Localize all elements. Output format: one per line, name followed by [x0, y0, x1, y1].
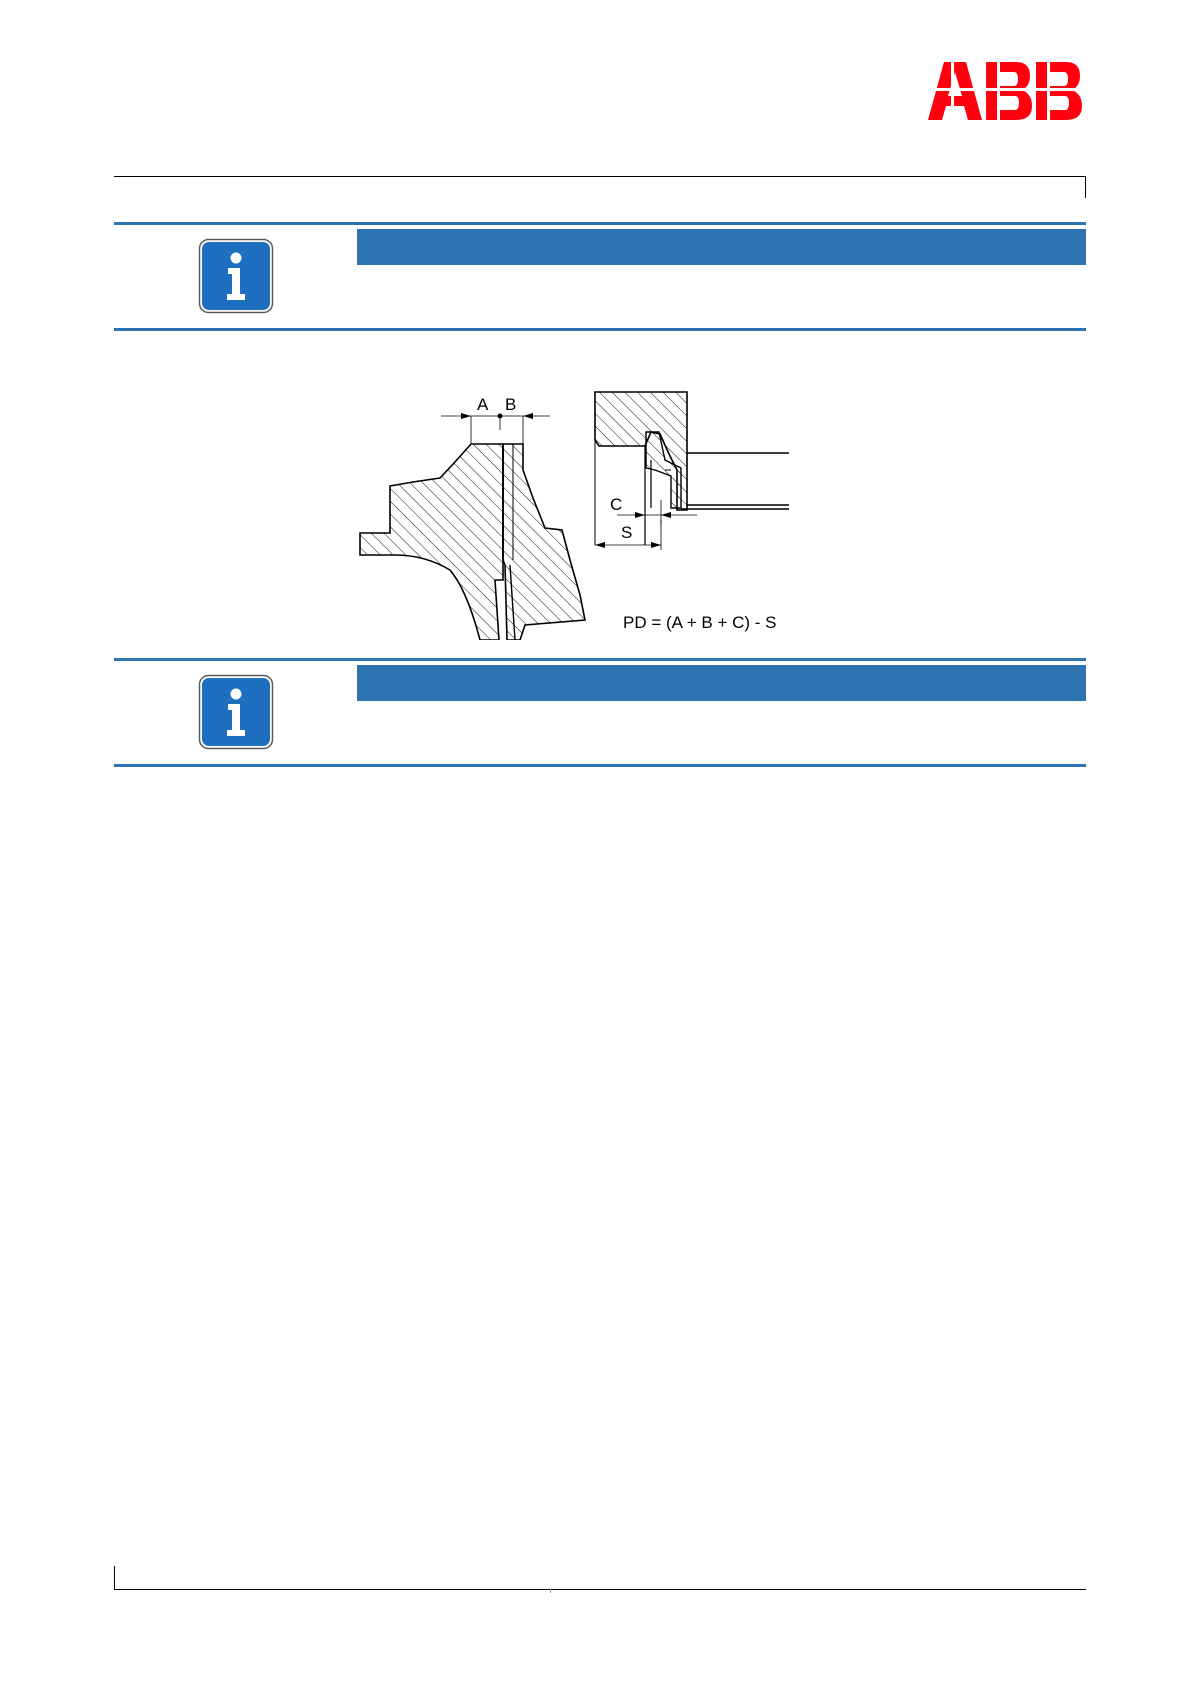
notice-2-top-rule	[114, 658, 1086, 661]
footer-rule	[114, 1589, 1086, 1590]
left-cover-section	[503, 444, 585, 640]
footer-rule-tick	[114, 1566, 115, 1590]
info-icon	[198, 238, 274, 314]
footer-divider	[550, 1589, 551, 1593]
notice-2-bottom-rule	[114, 764, 1086, 767]
notice-1-top-rule	[114, 222, 1086, 225]
formula-text: PD = (A + B + C) - S	[623, 613, 777, 632]
dimension-label-s: S	[621, 523, 633, 542]
notice-1-bottom-rule	[114, 328, 1086, 331]
abb-logo	[926, 58, 1088, 122]
header-rule	[114, 176, 1086, 177]
dimension-label-c: C	[610, 495, 623, 514]
dimension-label-a: A	[477, 395, 489, 414]
header-rule-tick	[1085, 176, 1086, 198]
notice-1-title-bar	[357, 229, 1086, 265]
gap-measurement-figure	[355, 390, 805, 640]
dimension-label-b: B	[505, 395, 517, 414]
info-icon	[198, 674, 274, 750]
notice-2-title-bar	[357, 665, 1086, 701]
left-housing-section	[360, 444, 503, 640]
